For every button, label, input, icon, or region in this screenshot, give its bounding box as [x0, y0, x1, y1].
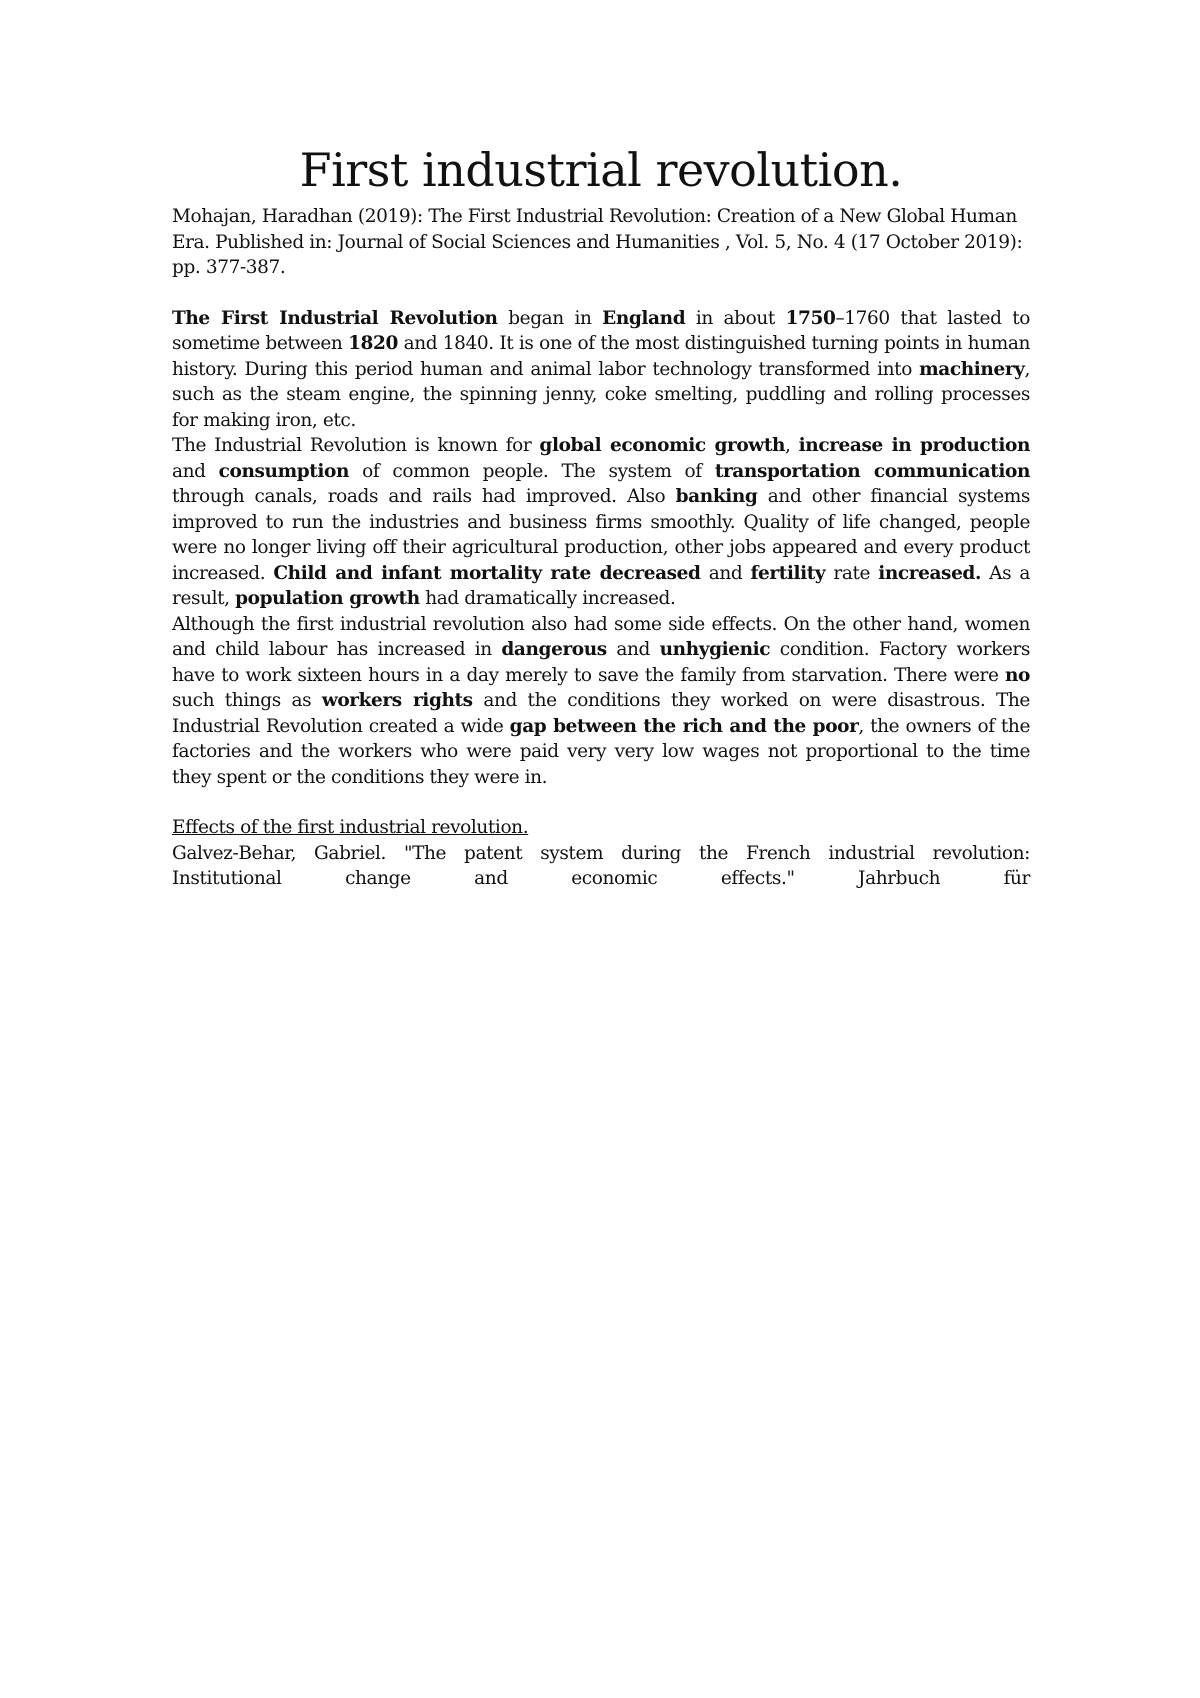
bold-text: fertility: [750, 562, 826, 584]
text: and 1840. It is one of the most distinguished turning points in human history. During this period human and animal labor technology transformed into: [172, 333, 1030, 380]
bold-text: dangerous: [501, 639, 607, 660]
bold-text: gap between the rich and the poor: [509, 715, 859, 737]
text: As a result,: [172, 562, 1030, 609]
text: , such as the steam engine, the spinning jenny, coke smelting, puddling and rolling processes for making iron, etc.: [172, 358, 1030, 431]
text: such things as: [172, 690, 322, 711]
bold-text: machinery: [919, 358, 1025, 380]
bold-text: increased.: [878, 562, 982, 584]
page-title: First industrial revolution.: [299, 143, 903, 197]
text: in about: [685, 307, 786, 329]
text: and other financial systems improved to run the industries and business firms smoothly. Quality of life changed, people were no longer living off their agricultural production, other jobs appeared and every product increased.: [172, 486, 1031, 584]
paragraph-growth: [172, 433, 1030, 612]
bold-text: The First Industrial Revolution: [172, 307, 498, 329]
paragraph-intro: [172, 306, 1030, 434]
bold-text: no: [1005, 664, 1030, 686]
citation: Mohajan, Haradhan (2019): The First Industrial Revolution: Creation of a New Global Human Era. Published in: Journal of Social Sciences and Humanities , Vol. 5, No. 4 (17 October 2019): pp. 377-387.: [172, 206, 1023, 278]
section-heading: Effects of the first industrial revolution.: [172, 817, 529, 838]
bold-text: workers rights: [321, 690, 473, 711]
text: through canals, roads and rails had improved. Also: [172, 486, 676, 507]
bold-text: banking: [675, 486, 758, 507]
paragraph-side-effects: [172, 612, 1030, 791]
bold-text: England: [602, 307, 686, 329]
text: of common people. The system of: [349, 460, 715, 482]
bold-text: 1820: [348, 333, 398, 354]
text: and: [700, 562, 751, 584]
bold-text: unhygienic: [659, 639, 771, 660]
text: , the owners of the factories and the workers who were paid very very low wages not proportional to the time they spent or the conditions they were in.: [172, 715, 1030, 788]
text: The Industrial Revolution is known for: [172, 435, 540, 456]
bold-text: 1750: [785, 307, 836, 329]
document-body: [172, 140, 1030, 892]
bold-text: global economic growth: [539, 435, 786, 456]
text: rate: [825, 562, 879, 584]
text: and: [606, 639, 660, 660]
bold-text: consumption: [218, 460, 350, 482]
text: condition. Factory workers have to work sixteen hours in a day merely to save the family from starvation. There were: [172, 639, 1030, 686]
text: –1760 that lasted to sometime between: [172, 307, 1030, 354]
text: ,: [785, 435, 799, 456]
bold-text: population growth: [235, 588, 420, 609]
spacer: [172, 281, 1030, 306]
text: and: [172, 460, 219, 482]
text: had dramatically increased.: [419, 588, 676, 609]
text: Although the first industrial revolution also had some side effects. On the other hand, women and child labour has increased in: [172, 613, 1030, 660]
text: began in: [497, 307, 603, 329]
spacer: [172, 790, 1030, 815]
bold-text: increase in production: [798, 435, 1030, 456]
bold-text: transportation communication: [714, 460, 1030, 482]
reference: Galvez-Behar, Gabriel. "The patent system during the French industrial revolution: Institutional change and economic effects." Jahrbuch für: [172, 842, 1030, 889]
bold-text: Child and infant mortality rate decreased: [273, 562, 701, 584]
text: and the conditions they worked on were disastrous. The Industrial Revolution created a wide: [172, 690, 1030, 737]
